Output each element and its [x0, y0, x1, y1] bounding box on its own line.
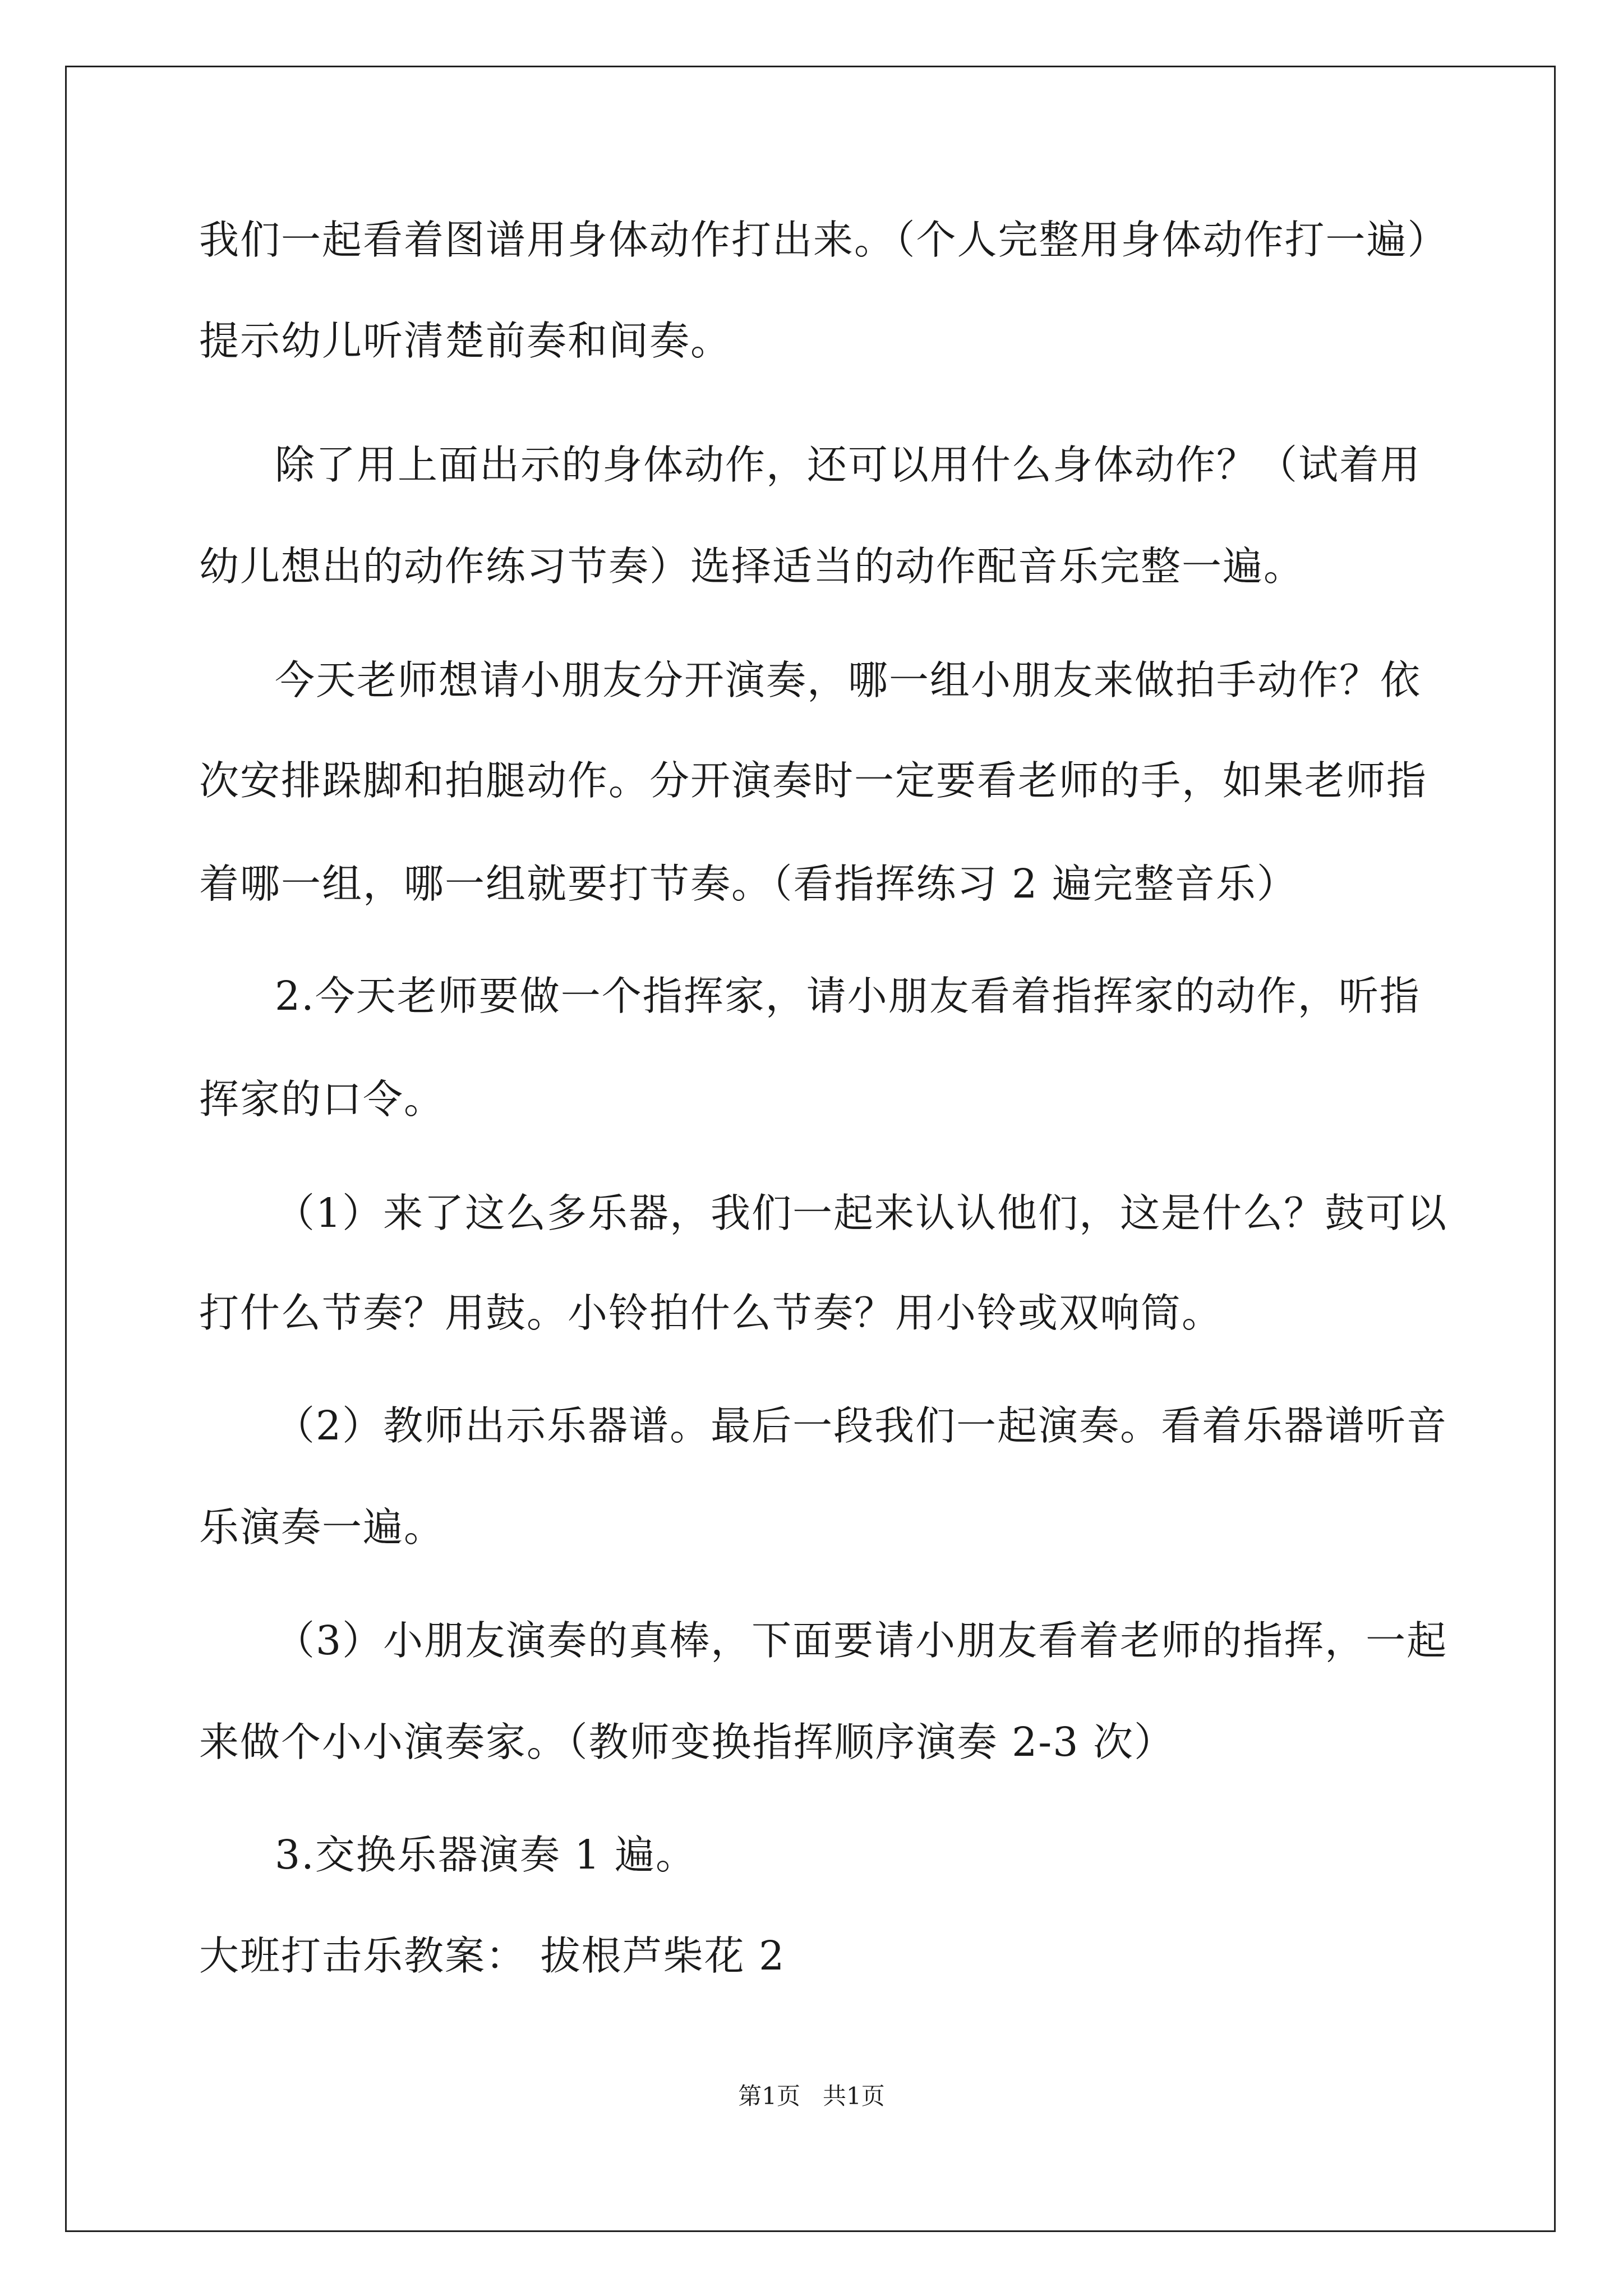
body-line-10: （1）来了这么多乐器，我们一起来认认他们，这是什么？鼓可以	[275, 1190, 1448, 1236]
body-line-13: 乐演奏一遍。	[199, 1504, 445, 1550]
body-line-12: （2）教师出示乐器谱。最后一段我们一起演奏。看着乐器谱听音	[275, 1402, 1448, 1449]
body-line-3: 除了用上面出示的身体动作，还可以用什么身体动作？（试着用	[275, 441, 1422, 488]
body-line-5: 今天老师想请小朋友分开演奏，哪一组小朋友来做拍手动作？依	[275, 657, 1422, 703]
page-footer: 第1页 共1页	[738, 2082, 885, 2110]
body-line-16: 3.交换乐器演奏 1 遍。	[275, 1832, 697, 1878]
body-line-1: 我们一起看着图谱用身体动作打出来。（个人完整用身体动作打一遍）	[199, 217, 1449, 263]
body-line-4: 幼儿想出的动作练习节奏）选择适当的动作配音乐完整一遍。	[199, 543, 1305, 590]
body-line-6: 次安排跺脚和拍腿动作。分开演奏时一定要看老师的手，如果老师指	[199, 757, 1428, 804]
body-line-8: 2.今天老师要做一个指挥家，请小朋友看着指挥家的动作，听指	[275, 973, 1421, 1019]
body-line-7: 着哪一组，哪一组就要打节奏。（看指挥练习 2 遍完整音乐）	[199, 861, 1298, 907]
page-border	[65, 66, 1556, 2232]
body-line-14: （3）小朋友演奏的真棒，下面要请小朋友看着老师的指挥，一起	[275, 1617, 1448, 1664]
document-title-line: 大班打击乐教案： 拔根芦柴花 2	[199, 1932, 786, 1979]
body-line-9: 挥家的口令。	[199, 1076, 445, 1122]
body-line-15: 来做个小小演奏家。（教师变换指挥顺序演奏 2-3 次）	[199, 1719, 1175, 1765]
body-line-2: 提示幼儿听清楚前奏和间奏。	[199, 318, 732, 364]
body-line-11: 打什么节奏？用鼓。小铃拍什么节奏？用小铃或双响筒。	[199, 1290, 1223, 1336]
